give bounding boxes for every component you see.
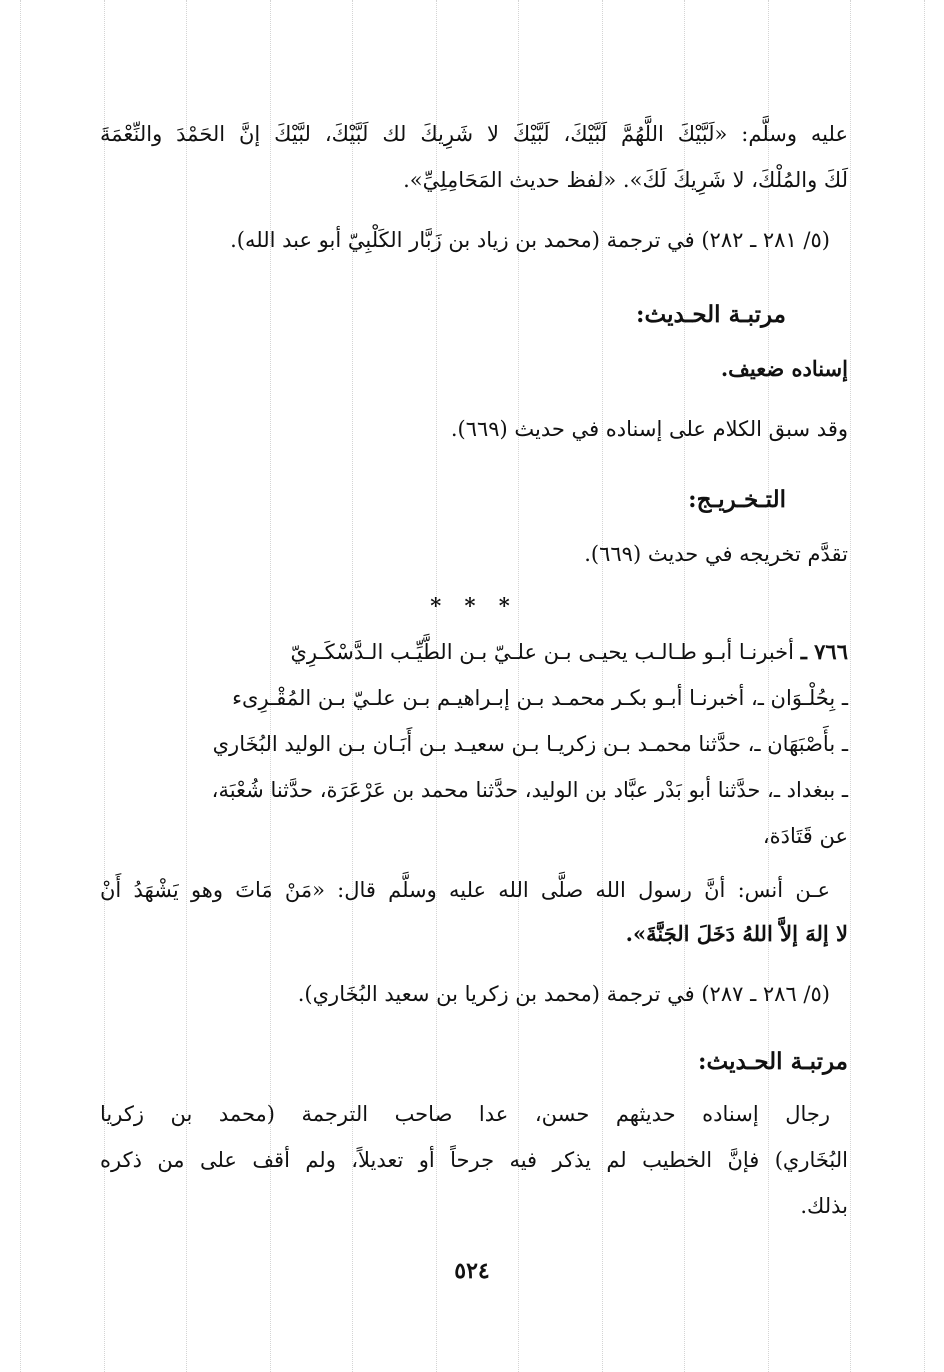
- text-line: عليه وسلَّم: «لَبَّيْكَ اللَّهُمَّ لَبَّيْكَ، لَبَّيْكَ لا شَرِيكَ لك لَبَّيْكَ، لبَّيْكَ إنَّ الحَمْدَ والنِّعْمَةَ: [100, 122, 848, 146]
- text-line: بذلك.: [800, 1194, 848, 1218]
- citation-line: (٥/ ٢٨٦ ـ ٢٨٧) في ترجمة (محمد بن زكريا بن سعيد البُخَاري).: [297, 982, 830, 1006]
- separator-stars: * * *: [430, 593, 518, 618]
- text-line: إسناده ضعيف.: [720, 356, 848, 381]
- citation-line: (٥/ ٢٨١ ـ ٢٨٢) في ترجمة (محمد بن زياد بن زَبَّار الكَلْبِيّ أبو عبد الله).: [230, 228, 830, 252]
- text-line: لَكَ والمُلْكَ، لا شَرِيكَ لَكَ». «لفظ حديث المَحَامِلِيِّ».: [403, 168, 848, 192]
- text-line: البُخَاري) فإنَّ الخطيب لم يذكر فيه جرحاً أو تعديلاً، ولم أقف على من ذكره: [100, 1148, 848, 1172]
- section-heading: مرتبـة الحـديث:: [698, 1048, 848, 1075]
- isnad-text: أخبرنـا أبـو طـالـب يحيـى بـن علـيّ بـن الطَّيِّـب الـدَّسْكَـرِيّ: [290, 640, 794, 664]
- scan-guide-line: [924, 0, 925, 1372]
- hadith-matn: لا إلهَ إلاَّ اللهُ دَخَلَ الجَنَّةَ».: [625, 921, 848, 946]
- page-number: ٥٢٤: [454, 1258, 490, 1284]
- hadith-first-line: [100, 632, 848, 672]
- text-line: وقد سبق الكلام على إسناده في حديث (٦٦٩).: [450, 417, 848, 441]
- scan-guide-line: [850, 0, 851, 1372]
- hadith-number: ٧٦٦ ـ: [800, 639, 848, 664]
- text-line: ـ بِحُلْـوَان ـ، أخبرنـا أبـو بكـر محمـد بـن إبـراهيـم بـن علـيّ بـن المُقْـرِىء: [232, 686, 848, 710]
- scan-guide-line: [20, 0, 21, 1372]
- text-line: ـ ببغداد ـ، حدَّثنا أبو بَدْر عبَّاد بن الوليد، حدَّثنا محمد بن عَرْعَرَة، حدَّثنا شُعْبَة،: [211, 778, 848, 802]
- section-heading: التـخـريـج:: [688, 486, 786, 513]
- text-line: ـ بأَصْبَهَان ـ، حدَّثنا محمـد بـن زكريـا بـن سعيـد بـن أَبَـان بـن الوليد البُخَاري: [212, 732, 848, 756]
- text-line: تقدَّم تخريجه في حديث (٦٦٩).: [584, 542, 848, 566]
- hadith-matn: عـن أنس: أنَّ رسول الله صلَّى الله عليه وسلَّم قال: «مَنْ مَاتَ وهو يَشْهَدُ أَنْ: [100, 878, 830, 902]
- text-line: عن قَتَادَة،: [762, 824, 848, 848]
- text-line: رجال إسناده حديثهم حسن، عدا صاحب الترجمة (محمد بن زكريا: [100, 1102, 830, 1126]
- section-heading: مرتبـة الحـديث:: [636, 301, 786, 328]
